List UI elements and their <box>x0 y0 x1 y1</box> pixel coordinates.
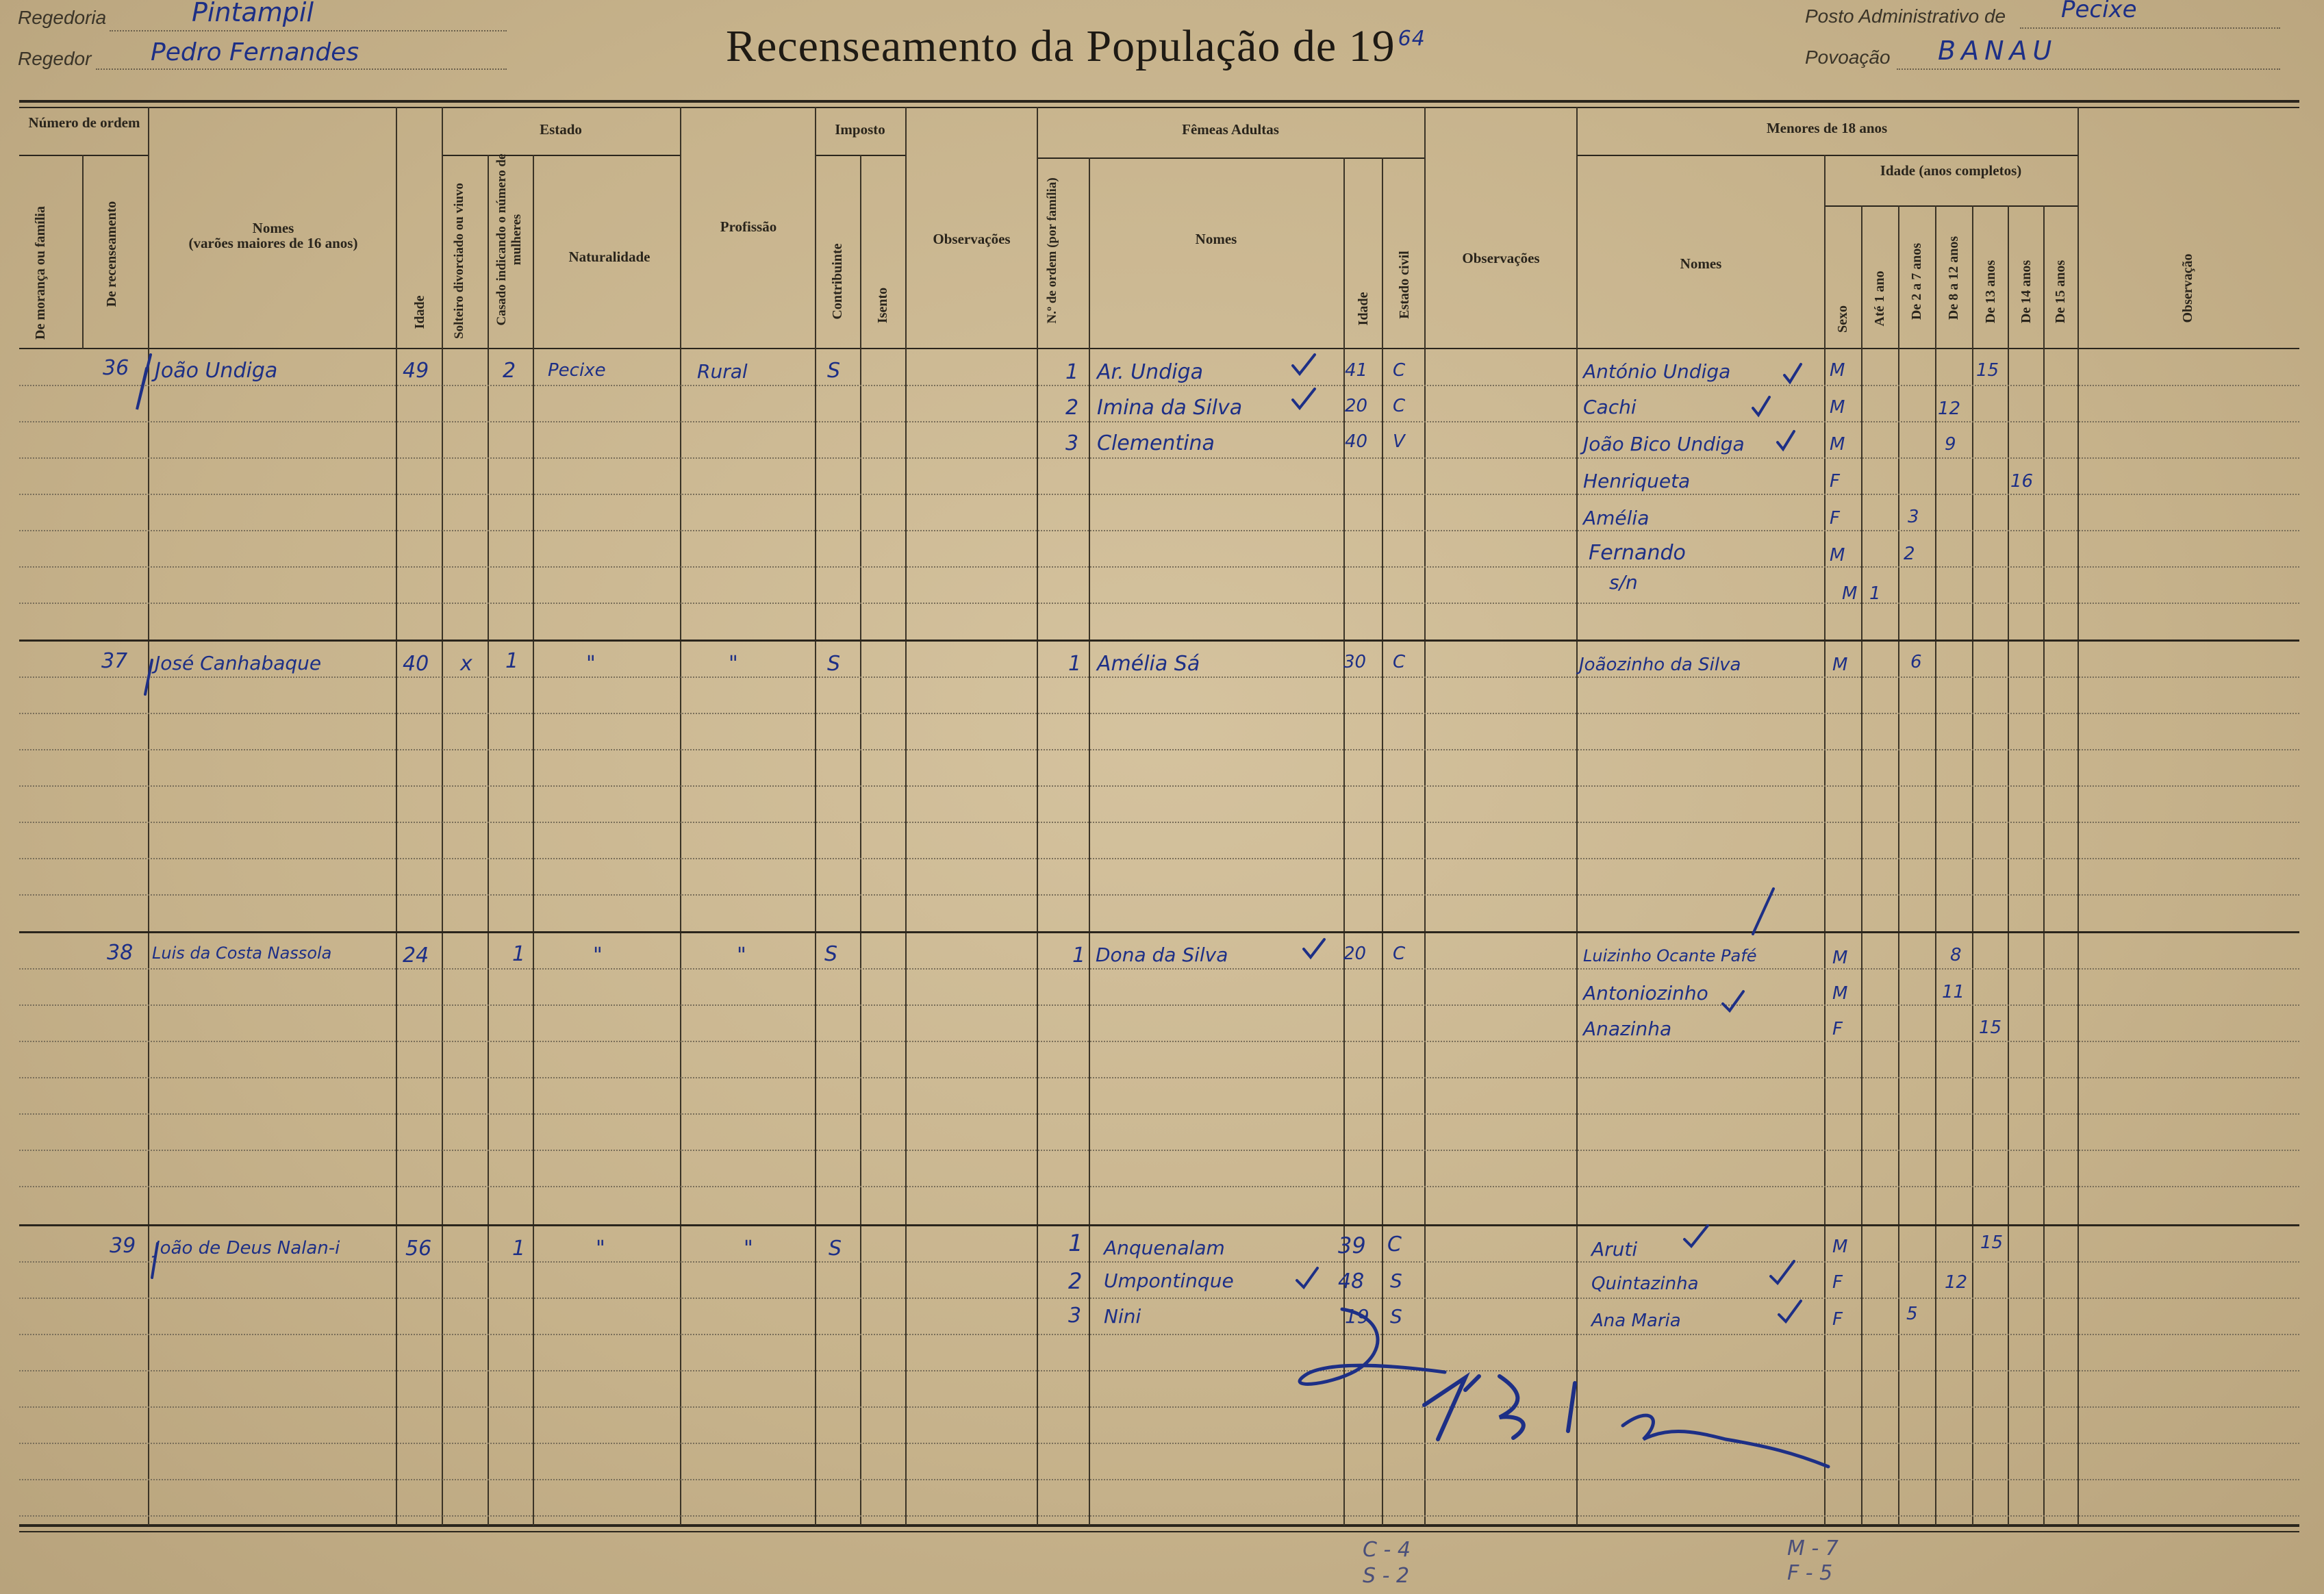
header-recenseamento: De recenseamento <box>104 201 119 307</box>
header-femeas-nomes: Nomes <box>1195 231 1237 247</box>
menor-nome: Henriqueta <box>1583 470 1691 492</box>
menor-nome: Joãozinho da Silva <box>1579 655 1741 675</box>
check-mark <box>1784 364 1801 382</box>
header-isento: Isento <box>875 287 890 324</box>
entry-profissao: Rural <box>697 360 748 383</box>
femea-estado: V <box>1393 431 1405 452</box>
check-mark <box>1304 939 1324 957</box>
entry-nome: João de Deus Nalan-i <box>155 1238 340 1258</box>
header-nomes: Nomes <box>252 220 294 236</box>
menor-nome: Ana Maria <box>1591 1311 1681 1331</box>
entry-idade: 56 <box>405 1237 432 1261</box>
menor-sexo: F <box>1832 1019 1843 1039</box>
header-estado: Estado <box>540 121 582 138</box>
entry-idade: 24 <box>403 944 429 967</box>
entry-naturalidade: " <box>586 652 596 676</box>
menor-idade: 1 <box>1869 583 1881 604</box>
header-idade: Idade <box>412 295 427 329</box>
entry-recenseamento: 39 <box>110 1234 136 1258</box>
entry-casado: 1 <box>505 649 519 673</box>
femea-nome: Anquenalam <box>1104 1237 1225 1259</box>
regedor-value: Pedro Fernandes <box>151 38 359 66</box>
femea-idade: 41 <box>1345 360 1368 381</box>
femea-nome: Clementina <box>1097 431 1215 455</box>
menor-nome: Quintazinha <box>1591 1274 1699 1294</box>
header-nomes-sub: (varões maiores de 16 anos) <box>188 235 358 251</box>
entry-contribuinte: S <box>829 1237 842 1261</box>
check-mark <box>1293 355 1315 374</box>
entry-casado: 1 <box>512 942 526 966</box>
menor-idade: 2 <box>1904 544 1915 564</box>
entry-casado: 2 <box>503 359 516 383</box>
entry-solteiro: x <box>460 652 472 676</box>
header-sexo: Sexo <box>1835 305 1850 333</box>
menor-nome: Amélia <box>1583 507 1650 529</box>
header-femeas-idade: Idade <box>1356 292 1371 326</box>
menor-idade: 15 <box>1976 360 1999 381</box>
femea-estado: C <box>1393 652 1406 672</box>
bracket-mark <box>137 355 151 409</box>
femea-idade: 20 <box>1343 944 1367 964</box>
femea-idade: 39 <box>1338 1232 1366 1258</box>
femea-estado: C <box>1393 396 1406 416</box>
menor-idade: 15 <box>1980 1232 2004 1253</box>
header-observacoes-1: Observações <box>933 231 1011 247</box>
header-casado: Casado indicando o número de mulheres <box>494 153 524 326</box>
header-de2a7: De 2 a 7 anos <box>1909 242 1924 320</box>
femea-ordem: 3 <box>1065 431 1079 455</box>
header-menores-nomes: Nomes <box>1680 255 1722 272</box>
header-naturalidade: Naturalidade <box>568 249 651 265</box>
menor-sexo: M <box>1842 583 1858 604</box>
femea-nome: Dona da Silva <box>1096 944 1228 966</box>
entry-recenseamento: 36 <box>103 356 129 380</box>
header-femeas: Fêmeas Adultas <box>1182 121 1279 138</box>
menor-idade: 12 <box>1938 398 1961 419</box>
menor-idade: 6 <box>1910 652 1922 672</box>
povoacao-label: Povoação <box>1805 47 1891 68</box>
check-mark <box>1753 397 1769 415</box>
menor-idade: 9 <box>1945 434 1956 455</box>
menor-nome: s/n <box>1609 571 1638 594</box>
header-observacao: Observação <box>2180 253 2195 323</box>
femea-estado: C <box>1387 1232 1402 1256</box>
header-menores: Menores de 18 anos <box>1766 120 1888 136</box>
menor-sexo: M <box>1830 397 1845 418</box>
menor-idade: 5 <box>1906 1304 1918 1324</box>
tally-left-1: C - 4 <box>1363 1538 1411 1562</box>
menor-sexo: M <box>1830 360 1845 381</box>
bracket-mark <box>145 660 152 694</box>
check-mark <box>1778 431 1794 449</box>
menor-idade: 8 <box>1950 945 1962 965</box>
header-contribuinte: Contribuinte <box>830 243 845 320</box>
posto-value: Pecixe <box>2061 0 2137 23</box>
femea-idade: 40 <box>1345 431 1368 452</box>
check-mark <box>1771 1261 1794 1283</box>
entry-naturalidade: " <box>596 1237 605 1261</box>
femea-estado: C <box>1393 944 1406 964</box>
femea-estado: C <box>1393 360 1406 381</box>
menor-sexo: F <box>1830 508 1840 529</box>
entry-profissao: " <box>737 944 746 967</box>
header-morança: De morança ou família <box>33 206 48 340</box>
entry-profissao: " <box>744 1237 753 1261</box>
menor-idade: 12 <box>1945 1272 1968 1293</box>
femea-ordem: 1 <box>1068 652 1082 676</box>
menor-nome: Luizinho Ocante Pafé <box>1583 946 1757 965</box>
femea-nome: Amélia Sá <box>1097 652 1200 676</box>
check-mark <box>1779 1301 1801 1321</box>
title-year: 64 <box>1398 27 1426 51</box>
menor-idade: 15 <box>1979 1017 2002 1038</box>
femea-nome: Ar. Undiga <box>1097 360 1203 384</box>
signature-stroke <box>1500 1376 1524 1438</box>
menor-idade: 11 <box>1942 982 1965 1002</box>
menor-sexo: M <box>1832 983 1848 1004</box>
tally-left-2: S - 2 <box>1363 1564 1410 1588</box>
menor-sexo: F <box>1832 1309 1843 1330</box>
tally-right-1: M - 7 <box>1787 1536 1839 1560</box>
header-de15: De 15 anos <box>2053 260 2068 324</box>
menor-nome: Aruti <box>1591 1238 1638 1261</box>
entry-idade: 40 <box>403 652 429 676</box>
menor-sexo: M <box>1832 1237 1848 1257</box>
femea-idade: 48 <box>1338 1269 1365 1293</box>
check-mark <box>1293 389 1315 408</box>
regedoria-label: Regedoria <box>18 7 107 28</box>
header-estado-civil: Estado civil <box>1397 251 1412 319</box>
femea-nome: Umpontinque <box>1104 1269 1234 1292</box>
entry-naturalidade: " <box>593 944 603 967</box>
entry-nome: João Undiga <box>155 359 278 383</box>
entry-profissao: " <box>729 652 738 676</box>
entry-naturalidade: Pecixe <box>548 360 606 381</box>
femea-ordem: 1 <box>1068 1230 1083 1257</box>
menor-nome: Anazinha <box>1583 1017 1672 1040</box>
femea-idade: 30 <box>1343 652 1367 672</box>
check-mark <box>1297 1268 1317 1287</box>
regedoria-value: Pintampil <box>192 0 314 27</box>
entry-contribuinte: S <box>827 359 841 383</box>
femea-ordem: 1 <box>1072 944 1086 967</box>
menor-idade: 3 <box>1908 507 1919 527</box>
header-de8a12: De 8 a 12 anos <box>1946 236 1961 320</box>
menor-sexo: M <box>1832 655 1848 675</box>
bracket-mark <box>152 1243 157 1278</box>
femea-estado: S <box>1390 1305 1402 1328</box>
entry-casado: 1 <box>512 1237 526 1261</box>
entry-idade: 49 <box>403 359 429 383</box>
menor-nome: António Undiga <box>1583 360 1731 383</box>
femea-ordem: 2 <box>1065 396 1079 420</box>
femea-idade: 19 <box>1345 1305 1369 1328</box>
signature-stroke <box>1300 1309 1445 1384</box>
header-numero-ordem: Número de ordem <box>28 114 140 131</box>
entry-recenseamento: 37 <box>101 649 128 673</box>
femea-ordem: 3 <box>1068 1304 1082 1328</box>
femea-nome: Nini <box>1104 1305 1141 1328</box>
menor-sexo: M <box>1830 434 1845 455</box>
menor-nome: Antoniozinho <box>1583 982 1708 1004</box>
menor-sexo: F <box>1832 1272 1843 1293</box>
femea-estado: S <box>1390 1269 1402 1292</box>
menor-idade: 16 <box>2010 471 2034 492</box>
regedor-label: Regedor <box>18 48 92 69</box>
femea-ordem: 1 <box>1065 360 1079 384</box>
menor-nome: João Bico Undiga <box>1583 433 1745 455</box>
header-ordem-familia: N.º de ordem (por família) <box>1045 177 1059 324</box>
header-observacoes-2: Observações <box>1462 250 1540 266</box>
femea-idade: 20 <box>1345 396 1368 416</box>
header-profissao: Profissão <box>720 218 777 235</box>
header-de13: De 13 anos <box>1983 260 1998 324</box>
menor-sexo: F <box>1830 471 1840 492</box>
header-idade-anos: Idade (anos completos) <box>1880 162 2022 179</box>
entry-contribuinte: S <box>824 942 838 966</box>
entry-nome: José Canhabaque <box>155 652 322 674</box>
check-mark <box>1723 991 1743 1011</box>
header-ate1: Até 1 ano <box>1872 270 1887 327</box>
header-imposto: Imposto <box>835 121 885 138</box>
signature-stroke <box>1568 1383 1575 1431</box>
povoacao-value: BANAU <box>1938 36 2058 66</box>
entry-recenseamento: 38 <box>107 941 134 965</box>
posto-label: Posto Administrativo de <box>1805 5 2006 27</box>
menor-nome: Cachi <box>1583 396 1637 418</box>
femea-ordem: 2 <box>1068 1268 1083 1294</box>
entry-nome: Luis da Costa Nassola <box>152 944 332 963</box>
header-de14: De 14 anos <box>2019 260 2034 324</box>
title-text: Recenseamento da População de 19 <box>726 21 1395 71</box>
signature-stroke <box>1424 1376 1479 1439</box>
menor-sexo: M <box>1832 948 1848 968</box>
femea-nome: Imina da Silva <box>1097 396 1243 420</box>
tally-right-2: F - 5 <box>1787 1561 1833 1585</box>
check-mark <box>1753 889 1773 934</box>
entry-contribuinte: S <box>827 652 841 676</box>
menor-nome: Fernando <box>1589 541 1686 565</box>
menor-sexo: M <box>1830 545 1845 566</box>
signature-stroke <box>1623 1415 1828 1467</box>
check-mark <box>1684 1226 1708 1246</box>
header-solteiro: Solteiro divorciado ou viuvo <box>452 183 466 339</box>
